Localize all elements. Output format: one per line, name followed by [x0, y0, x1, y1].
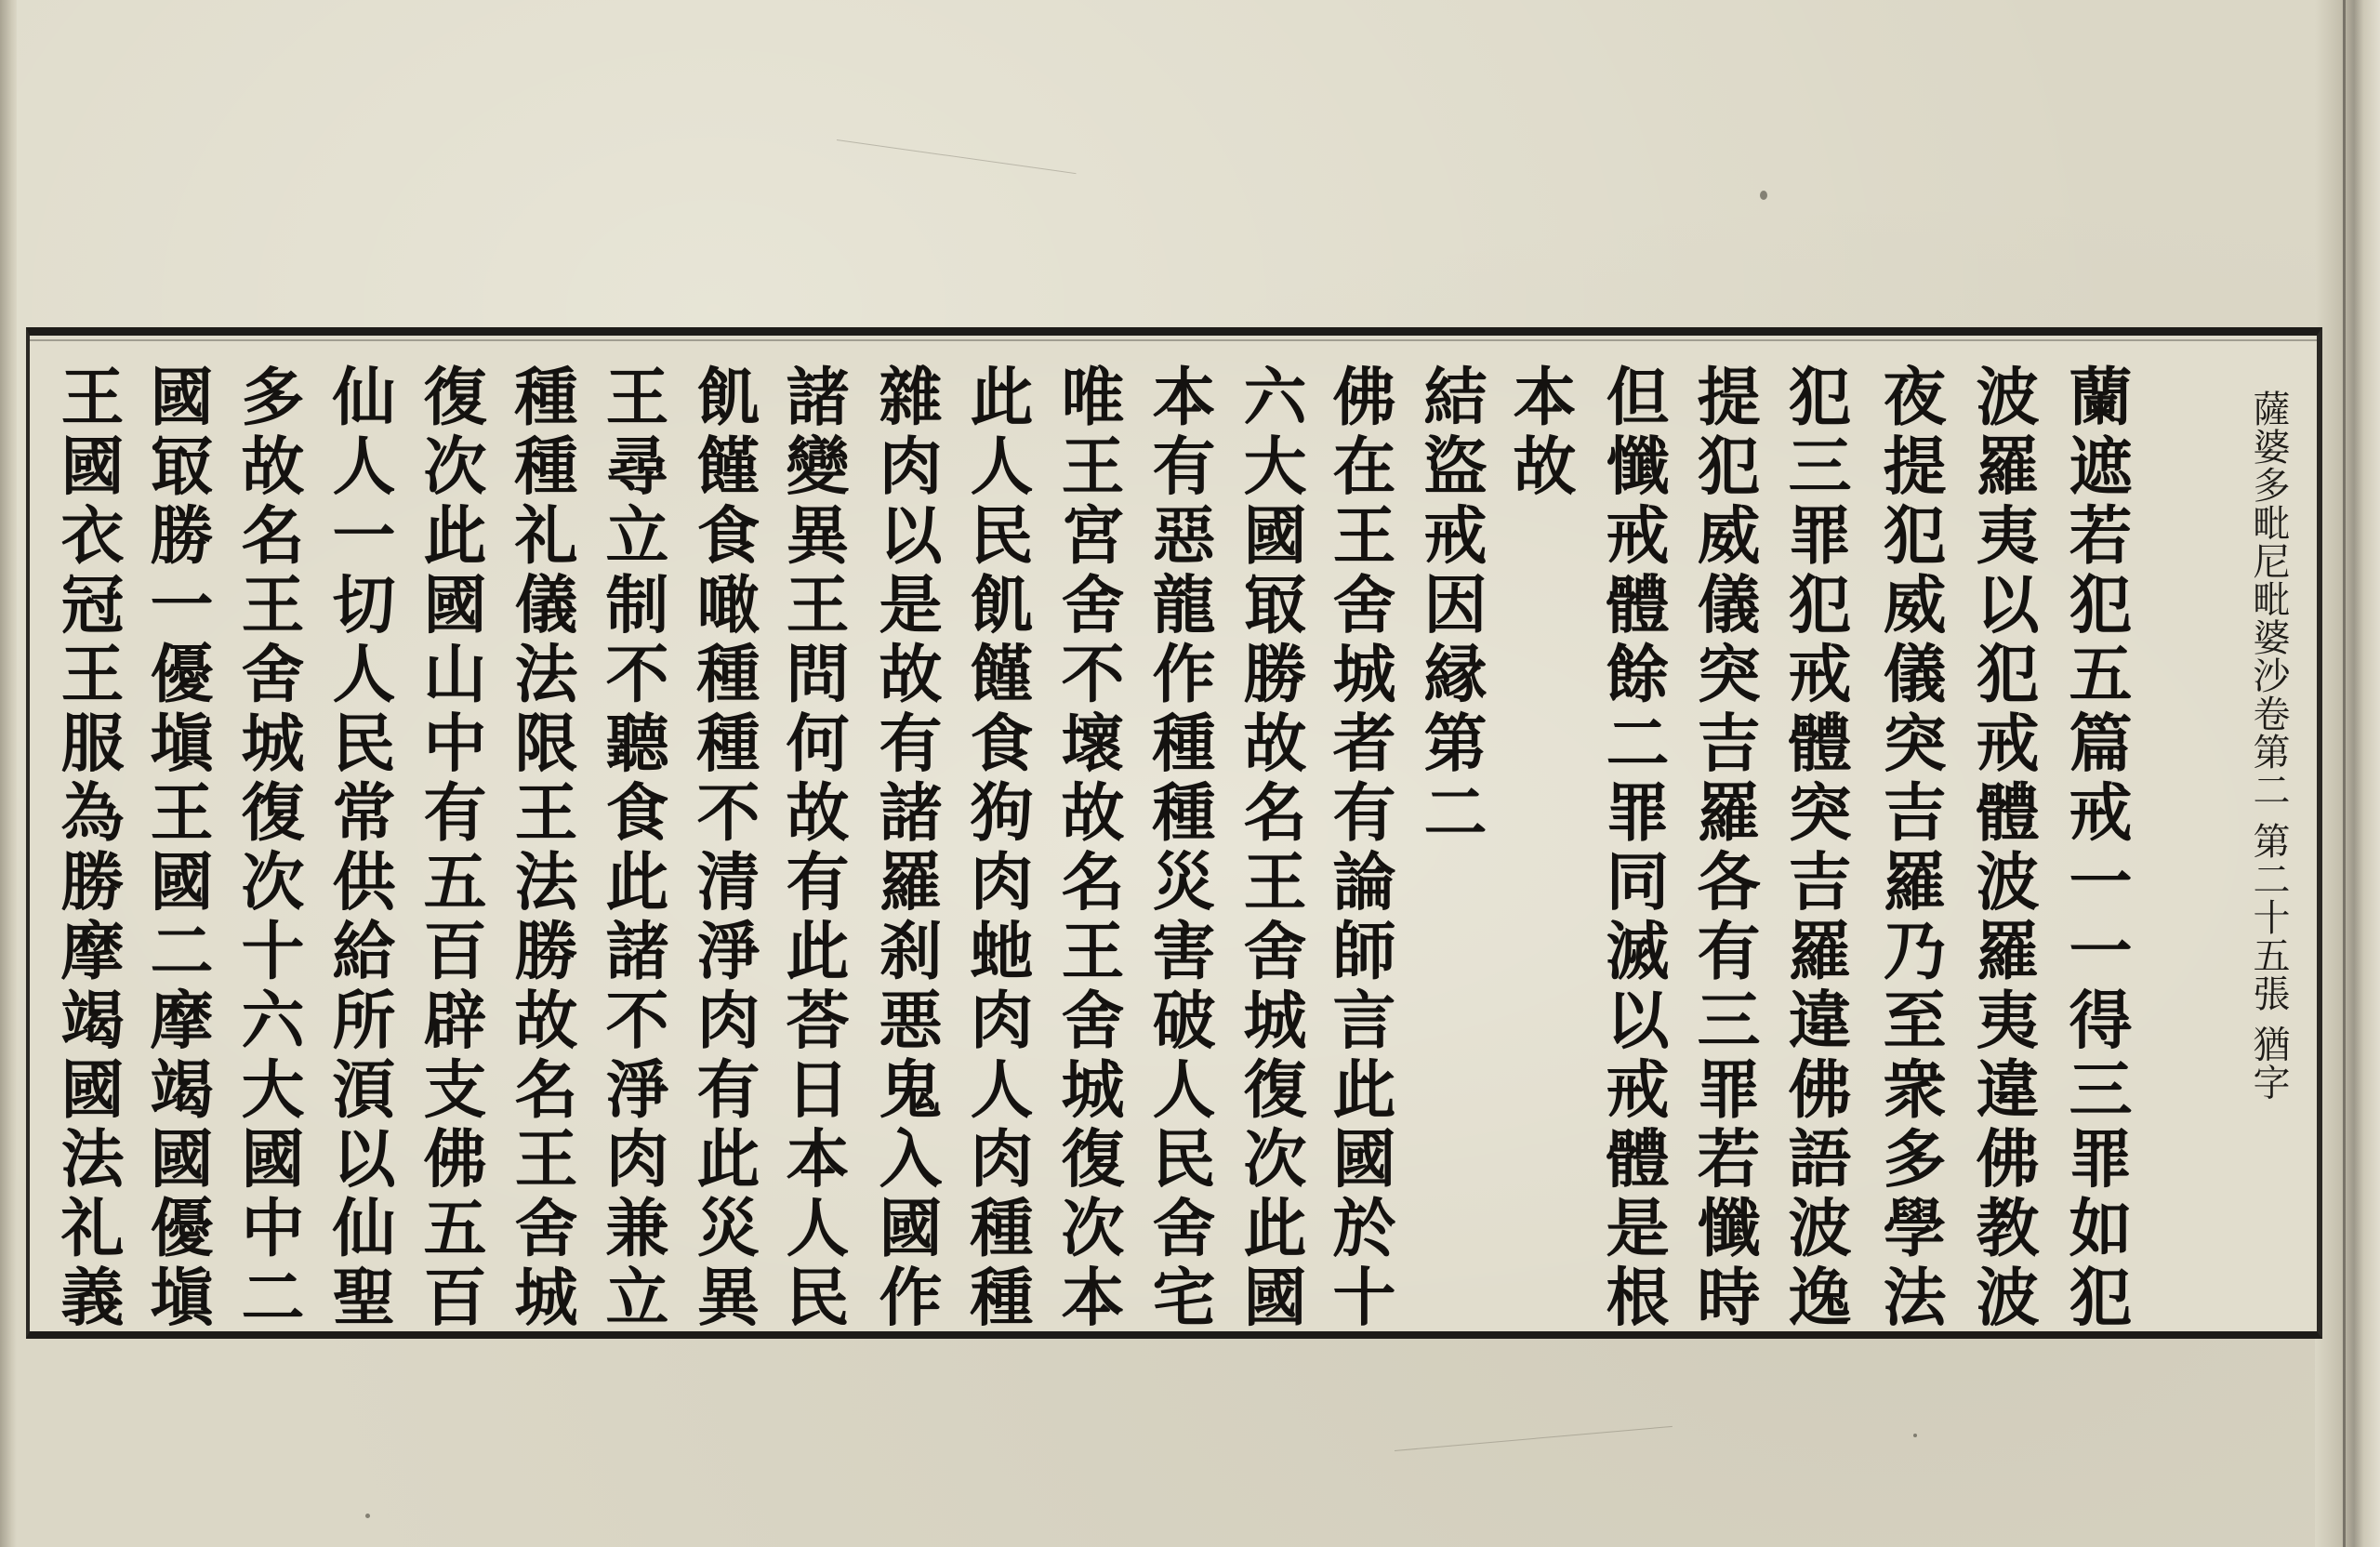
ink-speck [1913, 1434, 1917, 1437]
text-column-4: 犯三罪犯戒體突吉羅違佛語波逸 [1778, 364, 1852, 1333]
section-heading: 結盜戒因縁第二 [1413, 364, 1488, 849]
text-column-21: 多故名王舍城復次十六大國中二 [231, 364, 305, 1333]
paper-crease [1395, 1426, 1673, 1451]
text-column-18: 種種礼儀法限王法勝故名王舍城 [504, 364, 578, 1333]
text-column-19: 復次此國山中有五百辟支佛五百 [413, 364, 487, 1333]
text-column-2: 波羅夷以犯戒體波羅夷違佛教波 [1965, 364, 2040, 1333]
marginal-header: 薩婆多毗尼毗婆沙卷第二 第二十五張 猶字 [2247, 390, 2290, 1102]
text-column-22: 國冣勝一優塡王國二摩竭國優塡 [139, 364, 214, 1333]
text-column-20: 仙人一切人民常供給所湏以仙聖 [322, 364, 396, 1333]
ink-speck [1760, 191, 1767, 200]
text-column-16: 飢饉食噉種種不清淨肉有此災異 [686, 364, 760, 1333]
text-column-23: 王國衣冠王服為勝摩竭國法礼義 [50, 364, 125, 1333]
text-column-10: 六大國冣勝故名王舍城復次此國 [1233, 364, 1307, 1333]
text-column-6: 但懺戒體餘二罪同滅以戒體是根 [1595, 364, 1670, 1333]
text-column-17: 王尋立制不聽食此諸不淨肉兼立 [595, 364, 669, 1333]
print-frame [26, 327, 2322, 1339]
binding-edge-left [0, 0, 17, 1547]
text-columns [30, 336, 2317, 1331]
text-column-15: 諸變異王問何故有此荅日本人民 [775, 364, 850, 1333]
ink-speck [365, 1514, 370, 1518]
binding-edge-right [2315, 0, 2380, 1547]
text-column-9: 佛在王舍城者有論師言此國於十 [1322, 364, 1396, 1333]
text-column-3: 夜提犯威儀突吉羅乃至衆多學法 [1872, 364, 1947, 1333]
text-column-13: 此人民飢饉食狗肉虵肉人肉種種 [959, 364, 1034, 1333]
text-column-1: 蘭遮若犯五篇戒一一得三罪如犯 [2058, 364, 2133, 1333]
text-column-7: 本故 [1502, 364, 1577, 502]
text-column-5: 提犯威儀突吉羅各有三罪若懺時 [1686, 364, 1761, 1333]
text-column-12: 唯王宮舍不壞故名王舍城復次本 [1051, 364, 1125, 1333]
text-column-11: 本有惡龍作種種災害破人民舍宅 [1142, 364, 1216, 1333]
paper-crease [837, 139, 1077, 174]
text-column-14: 雜肉以是故有諸羅刹悪鬼入國作 [868, 364, 943, 1333]
